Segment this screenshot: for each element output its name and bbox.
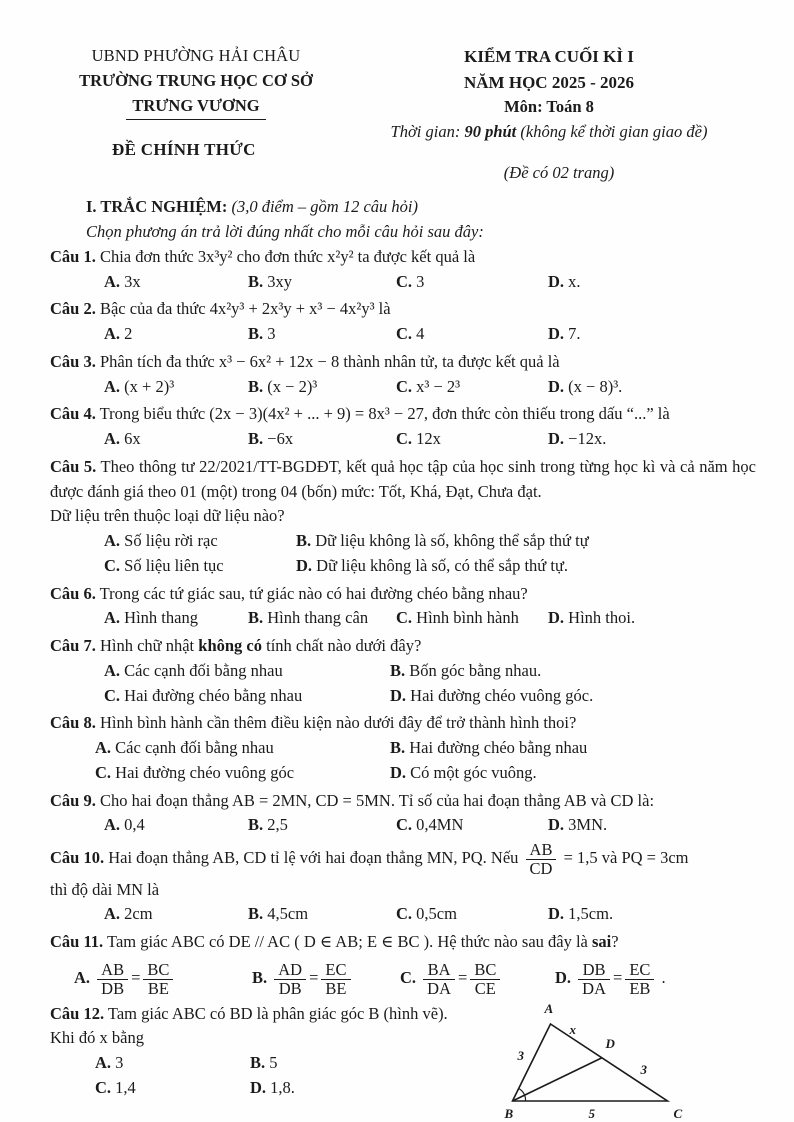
option-a: A. Hình thang — [104, 608, 198, 628]
fraction: $\frac{EC}{EB}$ — [625, 961, 654, 998]
option-a: A. 2 — [104, 324, 133, 343]
option-b: B. 3 — [248, 324, 276, 343]
option-b: B. $\frac{AD}{DB}$ = $\frac{EC}{BE}$ — [252, 961, 400, 998]
issuing-authority-block — [50, 44, 342, 185]
question-10-text: Câu 10. Hai đoạn thẳng AB, CD tỉ lệ với hai đoạn thẳng MN, PQ. Nếu $\frac{AB}{CD}$ = 1,5 và PQ = 3cm — [50, 840, 689, 878]
side-label-ab: 3 — [517, 1047, 524, 1063]
question-7 — [50, 634, 756, 708]
option-a: A. Các cạnh đối bằng nhau — [95, 738, 274, 757]
fraction: $\frac{AB}{DB}$ — [97, 961, 128, 998]
question-1-text: Câu 1. Chia đơn thức 3x³y² cho đơn thức x²y² ta được kết quả là — [50, 246, 476, 266]
vertex-label-b: B — [504, 1105, 514, 1121]
question-8-text: Câu 8. Hình bình hành cần thêm điều kiện nào dưới đây để trở thành hình thoi? — [50, 713, 577, 733]
option-c: C. 12x — [396, 429, 441, 448]
time-limit: Thời gian: 90 phút (không kể thời gian giao đề) — [390, 121, 708, 141]
question-10-cont: thì độ dài MN là — [50, 879, 160, 899]
section-title: I. TRẮC NGHIỆM: (3,0 điểm – gồm 12 câu hỏi) — [86, 197, 418, 217]
question-4-text: Câu 4. Trong biểu thức (2x − 3)(4x² + ... + 9) = 8x³ − 27, đơn thức còn thiếu trong dấu “...” là — [50, 404, 670, 424]
school-year: NĂM HỌC 2025 - 2026 — [464, 72, 634, 92]
option-c: C. $\frac{BA}{DA}$ = $\frac{BC}{CE}$ — [400, 961, 555, 998]
question-3 — [50, 350, 756, 400]
fraction: $\frac{EC}{BE}$ — [321, 961, 350, 998]
question-5-options — [50, 529, 756, 579]
option-b: B. 2,5 — [248, 815, 288, 835]
option-b: B. Dữ liệu không là số, không thể sắp thứ tự — [296, 531, 589, 550]
question-11-options — [50, 961, 756, 998]
question-5 — [50, 455, 756, 579]
exam-header — [50, 44, 756, 185]
question-6 — [50, 582, 756, 632]
question-1-options — [50, 270, 756, 295]
question-11-text: Câu 11. Tam giác ABC có DE // AC ( D ∈ AB; E ∈ BC ). Hệ thức nào sau đây là sai? — [50, 932, 619, 952]
question-9 — [50, 789, 756, 839]
fraction: $\frac{DB}{DA}$ — [578, 961, 610, 998]
question-4 — [50, 402, 756, 452]
option-d: D. Hai đường chéo vuông góc. — [390, 685, 594, 705]
question-12-text: Câu 12. Tam giác ABC có BD là phân giác góc B (hình vẽ). — [50, 1003, 448, 1023]
question-1 — [50, 245, 756, 295]
option-b: B. (x − 2)³ — [248, 376, 318, 396]
authority-name: UBND PHƯỜNG HẢI CHÂU — [91, 46, 301, 65]
option-b: B. −6x — [248, 429, 294, 448]
fraction: $\frac{BC}{BE}$ — [143, 961, 173, 998]
fraction: $\frac{BA}{DA}$ — [423, 961, 455, 998]
option-b: B. Hình thang cân — [248, 608, 369, 628]
option-a: A. Số liệu rời rạc — [104, 531, 218, 550]
option-c: C. 0,5cm — [396, 904, 457, 924]
option-d: D. −12x. — [548, 429, 607, 448]
option-c: C. Hai đường chéo bằng nhau — [104, 685, 303, 705]
question-8 — [50, 711, 756, 785]
option-a: A. $\frac{AB}{DB}$ = $\frac{BC}{BE}$ — [74, 961, 252, 998]
question-2-options — [50, 322, 756, 347]
side-label-bc: 5 — [588, 1105, 595, 1121]
vertex-label-c: C — [673, 1105, 683, 1121]
option-d: D. Có một góc vuông. — [390, 762, 537, 782]
exam-title: KIỂM TRA CUỐI KÌ I — [464, 47, 634, 66]
subject: Môn: Toán 8 — [504, 97, 594, 116]
school-type: TRƯỜNG TRUNG HỌC CƠ SỞ — [79, 70, 313, 90]
angle-mark-b — [519, 1088, 526, 1101]
question-9-options — [50, 813, 756, 838]
question-3-text: Câu 3. Phân tích đa thức x³ − 6x² + 12x − 8 thành nhân tử, ta được kết quả là — [50, 351, 560, 371]
official-exam-stamp: ĐỀ CHÍNH THỨC — [112, 140, 256, 160]
option-c: C. 3 — [396, 271, 425, 291]
question-12-text2: Khi đó x bằng — [50, 1028, 144, 1048]
option-d: D. Hình thoi. — [548, 608, 636, 628]
pages-note: (Đề có 02 trang) — [503, 162, 615, 182]
side-label-dc: 3 — [640, 1061, 647, 1077]
option-c: C. Hình bình hành — [396, 608, 519, 628]
option-b: B. Bốn góc bằng nhau. — [390, 660, 542, 680]
option-a: A. 2cm — [104, 904, 153, 924]
question-2 — [50, 297, 756, 347]
question-6-options — [50, 606, 756, 631]
option-b: B. 5 — [250, 1053, 278, 1072]
option-c: C. Số liệu liên tục — [104, 555, 224, 575]
question-2-text: Câu 2. Bậc của đa thức 4x²y³ + 2x³y + x³ − 4x²y³ là — [50, 299, 391, 319]
option-c: C. x³ − 2³ — [396, 376, 461, 396]
option-c: C. 4 — [396, 324, 425, 343]
question-8-options — [50, 736, 756, 786]
triangle-figure — [502, 996, 732, 1122]
fraction: $\frac{BC}{CE}$ — [470, 961, 500, 998]
question-6-text: Câu 6. Trong các tứ giác sau, tứ giác nào có hai đường chéo bằng nhau? — [50, 583, 528, 603]
question-9-text: Câu 9. Cho hai đoạn thẳng AB = 2MN, CD = 5MN. Tỉ số của hai đoạn thẳng AB và CD là: — [50, 790, 655, 810]
option-a: A. 0,4 — [104, 815, 145, 835]
option-d: D. 7. — [548, 324, 581, 343]
option-c: C. 1,4 — [95, 1077, 136, 1097]
segment-label-x: x — [569, 1021, 576, 1037]
vertex-label-a: A — [544, 1000, 554, 1016]
option-a: A. 6x — [104, 429, 141, 448]
option-d: D. $\frac{DB}{DA}$ = $\frac{EC}{EB}$ . — [555, 959, 666, 998]
section-multiple-choice — [50, 195, 756, 245]
question-12 — [50, 1002, 756, 1122]
option-c: C. 0,4MN — [396, 815, 464, 835]
option-a: A. 3 — [95, 1053, 124, 1072]
fraction: $\frac{AD}{DB}$ — [274, 961, 306, 998]
question-3-options — [50, 375, 756, 400]
option-c: C. Hai đường chéo vuông góc — [95, 762, 295, 782]
question-4-options — [50, 427, 756, 452]
section-instruction: Chọn phương án trả lời đúng nhất cho mỗi câu hỏi sau đây: — [86, 222, 484, 241]
option-a: A. 3x — [104, 271, 141, 291]
option-d: D. Dữ liệu không là số, có thể sắp thứ tự. — [296, 555, 569, 575]
option-d: D. (x − 8)³. — [548, 376, 623, 396]
option-b: B. Hai đường chéo bằng nhau — [390, 738, 588, 757]
option-a: A. Các cạnh đối bằng nhau — [104, 660, 283, 680]
option-d: D. 1,8. — [250, 1077, 295, 1097]
school-name: TRƯNG VƯƠNG — [50, 94, 342, 121]
option-b: B. 4,5cm — [248, 904, 309, 924]
question-10 — [50, 841, 756, 927]
question-5-text: Câu 5. Theo thông tư 22/2021/TT-BGDĐT, kết quả học tập của học sinh trong từng học kì và cả năm học được đánh giá theo 01 (một) trong 04 (bốn) mức: Tốt, Khá, Đạt, Chưa đạt. — [50, 456, 756, 501]
fraction-ab-cd: $\frac{AB}{CD}$ — [526, 841, 557, 878]
question-7-options — [50, 659, 756, 709]
question-11 — [50, 930, 756, 997]
bisector-bd — [513, 1058, 602, 1101]
question-12-options — [50, 1051, 515, 1101]
question-5-text2: Dữ liệu trên thuộc loại dữ liệu nào? — [50, 506, 285, 526]
question-10-options — [50, 902, 756, 927]
option-a: A. (x + 2)³ — [104, 376, 175, 396]
option-d: D. 1,5cm. — [548, 904, 614, 924]
option-d: D. 3MN. — [548, 815, 608, 835]
option-b: B. 3xy — [248, 271, 293, 291]
option-d: D. x. — [548, 271, 581, 291]
exam-title-block — [342, 44, 756, 185]
point-label-d: D — [605, 1035, 615, 1051]
question-7-text: Câu 7. Hình chữ nhật không có tính chất nào dưới đây? — [50, 636, 422, 655]
